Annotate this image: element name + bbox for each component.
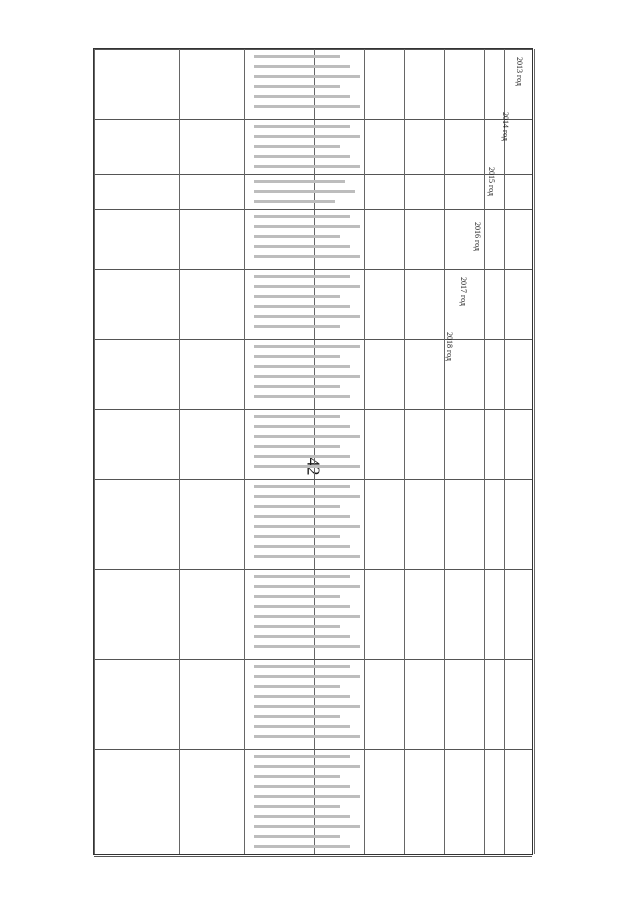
text-line bbox=[254, 165, 360, 168]
text-line bbox=[254, 445, 340, 448]
table-column-line bbox=[314, 49, 315, 854]
table-row-line bbox=[94, 659, 532, 660]
text-line bbox=[254, 645, 360, 648]
text-line bbox=[254, 305, 350, 308]
text-line bbox=[254, 215, 350, 218]
text-line bbox=[254, 275, 350, 278]
table-column-line bbox=[484, 49, 485, 854]
table-row-line bbox=[94, 856, 532, 857]
text-line bbox=[254, 95, 350, 98]
text-line bbox=[254, 525, 360, 528]
table-column-line bbox=[179, 49, 180, 854]
text-line bbox=[254, 765, 360, 768]
text-line bbox=[254, 180, 345, 183]
text-line bbox=[254, 675, 360, 678]
table-column-line bbox=[364, 49, 365, 854]
text-line bbox=[254, 85, 340, 88]
text-line bbox=[254, 365, 350, 368]
text-line bbox=[254, 515, 350, 518]
text-line bbox=[254, 325, 340, 328]
text-line bbox=[254, 555, 360, 558]
text-line bbox=[254, 255, 360, 258]
table-row-line bbox=[94, 749, 532, 750]
text-line bbox=[254, 345, 360, 348]
year-header: 2018 год bbox=[445, 332, 454, 361]
year-header: 2016 год bbox=[473, 222, 482, 251]
table-column-line bbox=[94, 49, 95, 854]
text-line bbox=[254, 200, 335, 203]
text-line bbox=[254, 125, 350, 128]
year-header: 2017 год bbox=[459, 277, 468, 306]
text-line bbox=[254, 135, 360, 138]
table-row-line bbox=[94, 269, 532, 270]
text-line bbox=[254, 545, 350, 548]
year-header: 2015 год bbox=[487, 167, 496, 196]
year-header: 2013 год bbox=[515, 57, 524, 86]
text-line bbox=[254, 595, 340, 598]
text-line bbox=[254, 190, 355, 193]
text-line bbox=[254, 845, 350, 848]
data-table bbox=[93, 48, 533, 855]
text-line bbox=[254, 615, 360, 618]
text-line bbox=[254, 805, 340, 808]
text-line bbox=[254, 455, 350, 458]
text-line bbox=[254, 145, 340, 148]
text-line bbox=[254, 665, 350, 668]
table-column-line bbox=[534, 49, 535, 854]
text-line bbox=[254, 705, 360, 708]
table-row-line bbox=[94, 49, 532, 50]
text-line bbox=[254, 685, 340, 688]
text-line bbox=[254, 395, 350, 398]
text-line bbox=[254, 605, 350, 608]
table-row-line bbox=[94, 174, 532, 175]
text-line bbox=[254, 625, 340, 628]
text-line bbox=[254, 435, 360, 438]
text-line bbox=[254, 795, 360, 798]
year-header: 2014 год bbox=[501, 112, 510, 141]
text-line bbox=[254, 285, 360, 288]
text-line bbox=[254, 505, 340, 508]
text-line bbox=[254, 295, 340, 298]
text-line bbox=[254, 785, 350, 788]
text-line bbox=[254, 735, 360, 738]
text-line bbox=[254, 65, 350, 68]
text-line bbox=[254, 485, 350, 488]
text-line bbox=[254, 375, 360, 378]
text-line bbox=[254, 235, 340, 238]
table-column-line bbox=[444, 49, 445, 854]
table-row-line bbox=[94, 209, 532, 210]
text-line bbox=[254, 355, 340, 358]
text-line bbox=[254, 575, 350, 578]
text-line bbox=[254, 495, 360, 498]
text-line bbox=[254, 725, 350, 728]
text-line bbox=[254, 585, 360, 588]
text-line bbox=[254, 105, 360, 108]
text-line bbox=[254, 245, 350, 248]
table-row-line bbox=[94, 339, 532, 340]
table-row-line bbox=[94, 119, 532, 120]
text-line bbox=[254, 535, 340, 538]
text-line bbox=[254, 635, 350, 638]
text-line bbox=[254, 775, 340, 778]
table-column-line bbox=[504, 49, 505, 854]
text-line bbox=[254, 835, 340, 838]
text-line bbox=[254, 225, 360, 228]
text-line bbox=[254, 695, 350, 698]
table-column-line bbox=[244, 49, 245, 854]
text-line bbox=[254, 825, 360, 828]
text-line bbox=[254, 755, 350, 758]
text-line bbox=[254, 385, 340, 388]
text-line bbox=[254, 55, 340, 58]
text-line bbox=[254, 75, 360, 78]
text-line bbox=[254, 425, 350, 428]
table-row-line bbox=[94, 479, 532, 480]
text-line bbox=[254, 155, 350, 158]
text-line bbox=[254, 815, 350, 818]
table-column-line bbox=[404, 49, 405, 854]
table-row-line bbox=[94, 409, 532, 410]
table-row-line bbox=[94, 569, 532, 570]
text-line bbox=[254, 315, 360, 318]
text-line bbox=[254, 415, 340, 418]
text-line bbox=[254, 715, 340, 718]
text-line bbox=[254, 465, 360, 468]
